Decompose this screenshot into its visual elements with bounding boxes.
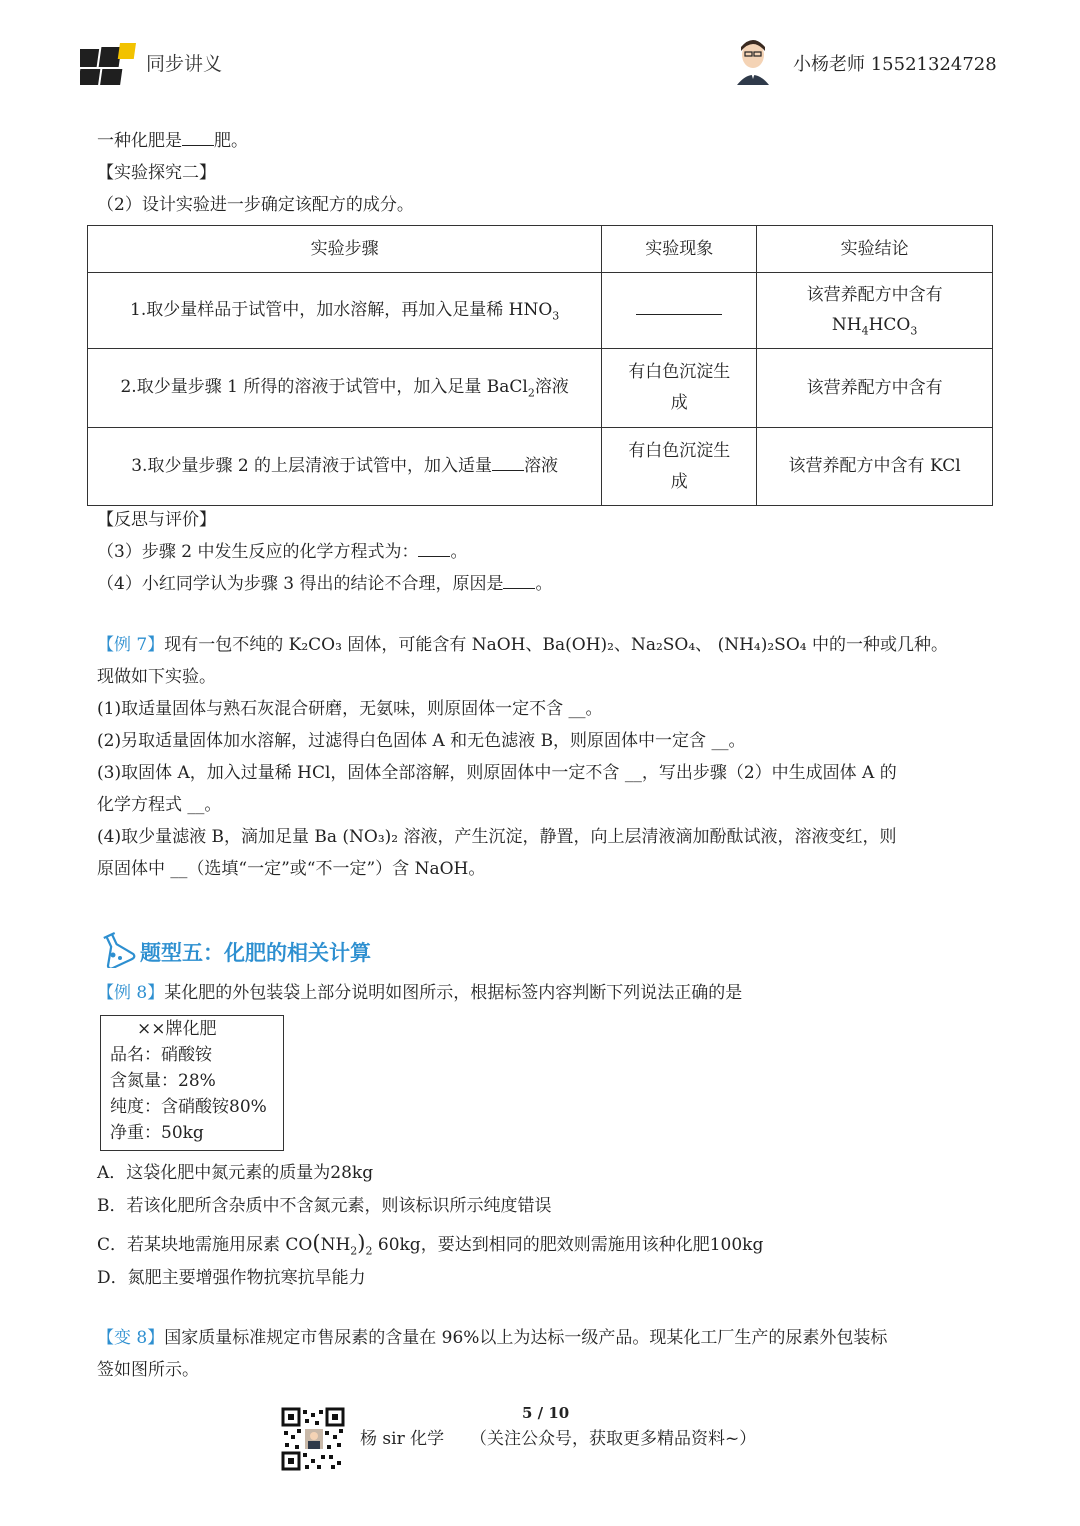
experiment-table — [87, 225, 993, 506]
example-8-question: 【例 8】某化肥的外包装袋上部分说明如图所示，根据标签内容判断下列说法正确的是 — [97, 983, 743, 1003]
variant-tag: 【变 8】 — [97, 1328, 165, 1348]
example-7-part4-cont: 原固体中 __（选填“一定”或“不一定”）含 NaOH。 — [97, 859, 486, 879]
example-7-part3-cont: 化学方程式 __。 — [97, 795, 222, 815]
example-7-line1: 【例 7】现有一包不纯的 K₂CO₃ 固体，可能含有 NaOH、Ba(OH)₂、Na₂SO₄、 (NH₄)₂SO₄ 中的一种或几种。 — [97, 635, 948, 655]
question-2: （2）设计实验进一步确定该配方的成分。 — [97, 195, 414, 215]
example-tag: 【例 7】 — [97, 635, 165, 655]
brand-logo-icon — [80, 43, 136, 87]
table-cell-step3: 3.取少量步骤 2 的上层清液于试管中，加入适量 溶液 — [88, 428, 602, 506]
table-header: 实验结论 — [757, 226, 993, 273]
option-a: A．这袋化肥中氮元素的质量为28kg — [97, 1163, 374, 1183]
question-3: （3）步骤 2 中发生反应的化学方程式为： 。 — [97, 542, 468, 562]
variant-8-line1: 【变 8】国家质量标准规定市售尿素的含量在 96%以上为达标一级产品。现某化工厂生产的尿素外包装标 — [97, 1328, 888, 1348]
label-nitrogen: 含氮量：28% — [110, 1071, 216, 1091]
table-cell-conclusion2: 该营养配方中含有 — [757, 349, 993, 428]
explore2-title: 【实验探究二】 — [97, 163, 216, 183]
table-cell-step2: 2.取少量步骤 1 所得的溶液于试管中，加入足量 BaCl$_2$溶液 — [88, 349, 602, 428]
option-b: B．若该化肥所含杂质中不含氮元素，则该标识所示纯度错误 — [97, 1196, 552, 1216]
blank — [492, 470, 524, 471]
blank — [503, 588, 535, 589]
table-cell-phenomenon2: 有白色沉淀生 成 — [602, 349, 757, 428]
table-cell-phenomenon1 — [602, 273, 757, 349]
label-name: 品名：硝酸铵 — [110, 1045, 212, 1065]
section-5-title: 题型五：化肥的相关计算 — [140, 941, 371, 965]
variant-8-line2: 签如图所示。 — [97, 1360, 199, 1380]
table-cell-phenomenon3: 有白色沉淀生 成 — [602, 428, 757, 506]
table-header: 实验步骤 — [88, 226, 602, 273]
table-cell-conclusion3: 该营养配方中含有 KCl — [757, 428, 993, 506]
blank — [182, 145, 214, 146]
reflect-title: 【反思与评价】 — [97, 510, 216, 530]
option-d: D．氮肥主要增强作物抗寒抗旱能力 — [97, 1268, 366, 1288]
example-7-part4: (4)取少量滤液 B，滴加足量 Ba (NO₃)₂ 溶液，产生沉淀，静置，向上层清液滴加酚酞试液，溶液变红，则 — [97, 827, 897, 847]
teacher-contact: 小杨老师 15521324728 — [793, 54, 997, 75]
label-brand: ××牌化肥 — [137, 1019, 217, 1039]
table-cell-step1: 1.取少量样品于试管中，加水溶解，再加入足量稀 $HNO_3$ — [88, 273, 602, 349]
example-7-part1: (1)取适量固体与熟石灰混合研磨，无氨味，则原固体一定不含 __。 — [97, 699, 603, 719]
table-header: 实验现象 — [602, 226, 757, 273]
label-weight: 净重：50kg — [110, 1123, 204, 1143]
question-4: （4）小红同学认为步骤 3 得出的结论不合理，原因是 。 — [97, 574, 553, 594]
example-tag: 【例 8】 — [97, 983, 165, 1003]
footer-brand: 杨 sir 化学 — [360, 1429, 445, 1449]
teacher-avatar-icon — [733, 39, 773, 85]
fertilizer-label — [100, 1015, 284, 1151]
label-purity: 纯度：含硝酸铵80% — [110, 1097, 267, 1117]
intro-line: 一种化肥是 肥。 — [97, 131, 248, 151]
example-7-part3: (3)取固体 A，加入过量稀 HCl，固体全部溶解，则原固体中一定不含 __，写出步骤（2）中生成固体 A 的 — [97, 763, 897, 783]
example-7-part2: (2)另取适量固体加水溶解，过滤得白色固体 A 和无色滤液 B，则原固体中一定含 __。 — [97, 731, 746, 751]
table-cell-conclusion1: 该营养配方中含有 $NH_4HCO_3$ — [757, 273, 993, 349]
example-7-line2: 现做如下实验。 — [97, 667, 216, 687]
option-c: C．若某块地需施用尿素 $CO(NH_2)_2$ 60kg，要达到相同的肥效则需施用该种化肥100kg — [97, 1231, 764, 1258]
blank — [636, 300, 722, 315]
blank — [418, 556, 450, 557]
brand-title: 同步讲义 — [146, 53, 223, 75]
flask-icon — [96, 928, 136, 968]
page-number: 5 / 10 — [522, 1404, 570, 1422]
qr-code-icon — [281, 1407, 345, 1471]
footer-slogan: （关注公众号，获取更多精品资料~） — [470, 1429, 757, 1449]
